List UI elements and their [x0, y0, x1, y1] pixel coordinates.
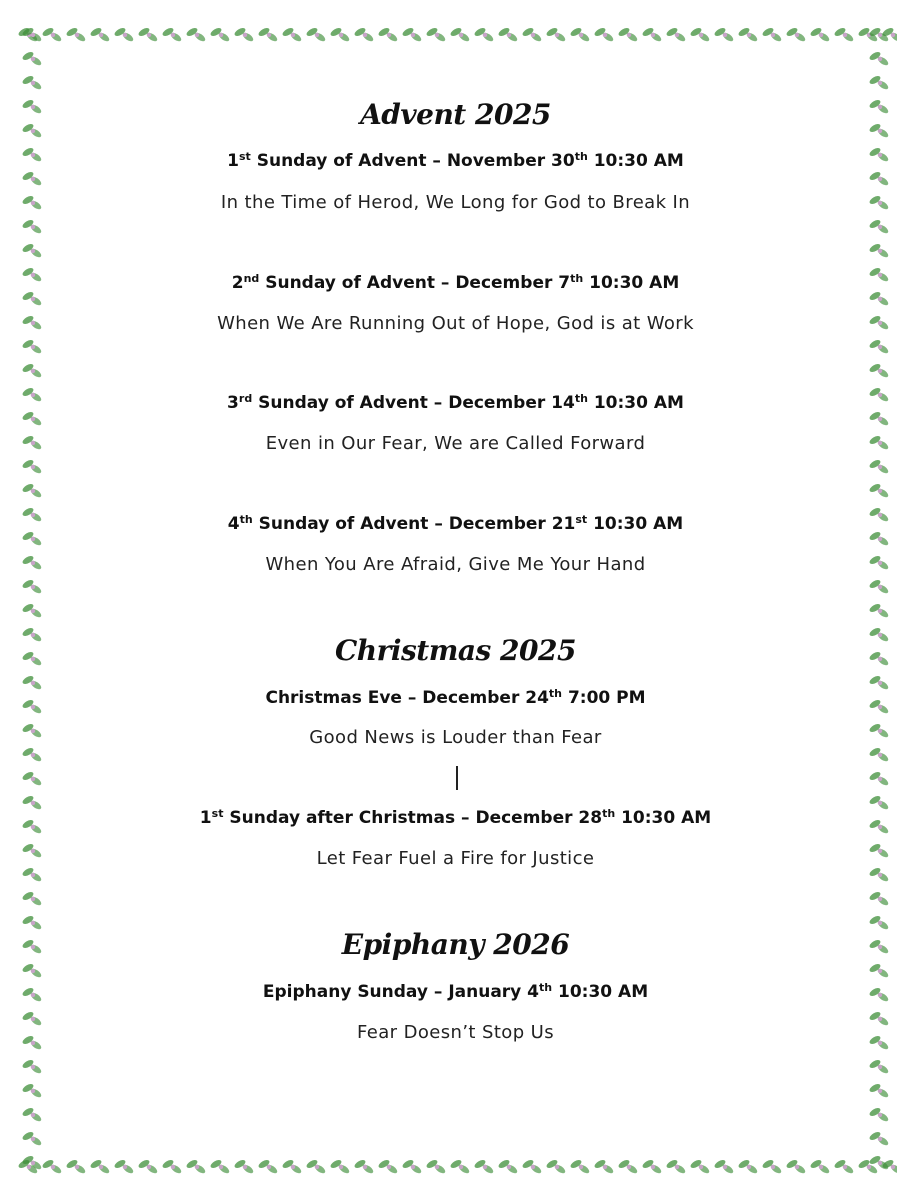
- holly-border-left: [18, 20, 46, 1180]
- service-theme: Let Fear Fuel a Fire for Justice: [316, 848, 595, 869]
- holly-sprig-icon: [21, 122, 42, 138]
- service-theme: Fear Doesn’t Stop Us: [356, 1022, 555, 1043]
- service-theme: In the Time of Herod, We Long for God to Break In: [220, 192, 691, 213]
- section-title-epiphany: Epiphany 2026: [341, 928, 570, 961]
- holly-sprig-icon: [21, 890, 42, 906]
- holly-sprig-icon: [868, 1130, 889, 1146]
- service-heading: 2nd Sunday of Advent – December 7th 10:30 AM: [231, 272, 680, 293]
- holly-sprig-icon: [868, 554, 889, 570]
- holly-sprig-icon: [868, 362, 889, 378]
- holly-sprig-icon: [868, 1082, 889, 1098]
- holly-sprig-icon: [868, 314, 889, 330]
- holly-sprig-icon: [868, 626, 889, 642]
- holly-sprig-icon: [868, 602, 889, 618]
- holly-sprig-icon: [868, 266, 889, 282]
- holly-sprig-icon: [21, 410, 42, 426]
- holly-sprig-icon: [21, 50, 42, 66]
- holly-sprig-icon: [21, 338, 42, 354]
- holly-sprig-icon: [868, 890, 889, 906]
- holly-sprig-icon: [868, 482, 889, 498]
- holly-sprig-icon: [21, 266, 42, 282]
- holly-sprig-icon: [868, 26, 889, 42]
- holly-sprig-icon: [868, 650, 889, 666]
- holly-sprig-icon: [868, 50, 889, 66]
- service-theme: Good News is Louder than Fear: [309, 727, 602, 748]
- holly-sprig-icon: [868, 818, 889, 834]
- holly-sprig-icon: [21, 242, 42, 258]
- service-heading: Christmas Eve – December 24th 7:00 PM: [265, 687, 646, 708]
- service-heading: 3rd Sunday of Advent – December 14th 10:30 AM: [227, 392, 684, 413]
- holly-sprig-icon: [868, 410, 889, 426]
- holly-sprig-icon: [868, 914, 889, 930]
- holly-sprig-icon: [868, 98, 889, 114]
- holly-sprig-icon: [21, 314, 42, 330]
- holly-sprig-icon: [868, 938, 889, 954]
- holly-sprig-icon: [21, 1010, 42, 1026]
- holly-sprig-icon: [868, 218, 889, 234]
- holly-sprig-icon: [868, 698, 889, 714]
- holly-sprig-icon: [868, 746, 889, 762]
- holly-sprig-icon: [868, 1154, 889, 1170]
- holly-sprig-icon: [21, 698, 42, 714]
- holly-sprig-icon: [21, 98, 42, 114]
- service-heading: 4th Sunday of Advent – December 21st 10:30 AM: [227, 513, 684, 534]
- holly-sprig-icon: [21, 1154, 42, 1170]
- holly-sprig-icon: [21, 1082, 42, 1098]
- holly-sprig-icon: [868, 170, 889, 186]
- holly-sprig-icon: [21, 290, 42, 306]
- holly-sprig-icon: [21, 722, 42, 738]
- holly-sprig-icon: [21, 506, 42, 522]
- service-theme: When You Are Afraid, Give Me Your Hand: [265, 554, 646, 575]
- holly-sprig-icon: [868, 962, 889, 978]
- holly-sprig-icon: [21, 650, 42, 666]
- holly-sprig-icon: [21, 218, 42, 234]
- document-body: [60, 0, 851, 1200]
- holly-sprig-icon: [868, 1010, 889, 1026]
- holly-sprig-icon: [868, 866, 889, 882]
- holly-sprig-icon: [868, 1106, 889, 1122]
- holly-sprig-icon: [21, 986, 42, 1002]
- holly-sprig-icon: [21, 794, 42, 810]
- service-theme: When We Are Running Out of Hope, God is at Work: [217, 313, 694, 334]
- section-title-christmas: Christmas 2025: [335, 634, 576, 667]
- holly-garland-icon: [18, 20, 46, 1180]
- service-theme: Even in Our Fear, We are Called Forward: [265, 433, 646, 454]
- holly-sprig-icon: [21, 146, 42, 162]
- holly-sprig-icon: [868, 290, 889, 306]
- holly-sprig-icon: [868, 122, 889, 138]
- holly-sprig-icon: [21, 434, 42, 450]
- holly-sprig-icon: [868, 242, 889, 258]
- text-cursor: [456, 766, 458, 790]
- holly-sprig-icon: [868, 74, 889, 90]
- holly-sprig-icon: [21, 482, 42, 498]
- holly-sprig-icon: [868, 722, 889, 738]
- holly-sprig-icon: [21, 626, 42, 642]
- section-title-advent: Advent 2025: [360, 98, 551, 131]
- holly-sprig-icon: [21, 962, 42, 978]
- holly-sprig-icon: [21, 1130, 42, 1146]
- holly-garland-icon: [865, 20, 893, 1180]
- holly-sprig-icon: [21, 938, 42, 954]
- holly-sprig-icon: [21, 458, 42, 474]
- holly-sprig-icon: [21, 530, 42, 546]
- holly-sprig-icon: [21, 362, 42, 378]
- holly-sprig-icon: [21, 554, 42, 570]
- holly-sprig-icon: [868, 506, 889, 522]
- holly-sprig-icon: [21, 746, 42, 762]
- holly-sprig-icon: [868, 842, 889, 858]
- holly-sprig-icon: [868, 146, 889, 162]
- holly-sprig-icon: [21, 1106, 42, 1122]
- holly-sprig-icon: [868, 986, 889, 1002]
- holly-sprig-icon: [868, 194, 889, 210]
- holly-sprig-icon: [21, 578, 42, 594]
- holly-sprig-icon: [868, 770, 889, 786]
- holly-sprig-icon: [21, 194, 42, 210]
- holly-sprig-icon: [21, 818, 42, 834]
- holly-sprig-icon: [868, 530, 889, 546]
- holly-sprig-icon: [868, 458, 889, 474]
- holly-sprig-icon: [868, 794, 889, 810]
- holly-sprig-icon: [21, 602, 42, 618]
- holly-sprig-icon: [21, 1058, 42, 1074]
- holly-sprig-icon: [21, 914, 42, 930]
- holly-sprig-icon: [868, 1058, 889, 1074]
- holly-sprig-icon: [21, 842, 42, 858]
- holly-sprig-icon: [868, 386, 889, 402]
- holly-sprig-icon: [868, 434, 889, 450]
- holly-sprig-icon: [868, 674, 889, 690]
- service-heading: 1st Sunday of Advent – November 30th 10:30 AM: [227, 150, 684, 171]
- holly-sprig-icon: [21, 770, 42, 786]
- holly-sprig-icon: [868, 578, 889, 594]
- holly-border-right: [865, 20, 893, 1180]
- holly-sprig-icon: [21, 26, 42, 42]
- holly-sprig-icon: [21, 170, 42, 186]
- service-heading: Epiphany Sunday – January 4th 10:30 AM: [262, 981, 649, 1002]
- holly-sprig-icon: [21, 386, 42, 402]
- service-heading: 1st Sunday after Christmas – December 28th 10:30 AM: [199, 807, 712, 828]
- holly-sprig-icon: [868, 1034, 889, 1050]
- holly-sprig-icon: [868, 338, 889, 354]
- holly-sprig-icon: [21, 866, 42, 882]
- holly-sprig-icon: [21, 1034, 42, 1050]
- holly-sprig-icon: [21, 674, 42, 690]
- holly-sprig-icon: [21, 74, 42, 90]
